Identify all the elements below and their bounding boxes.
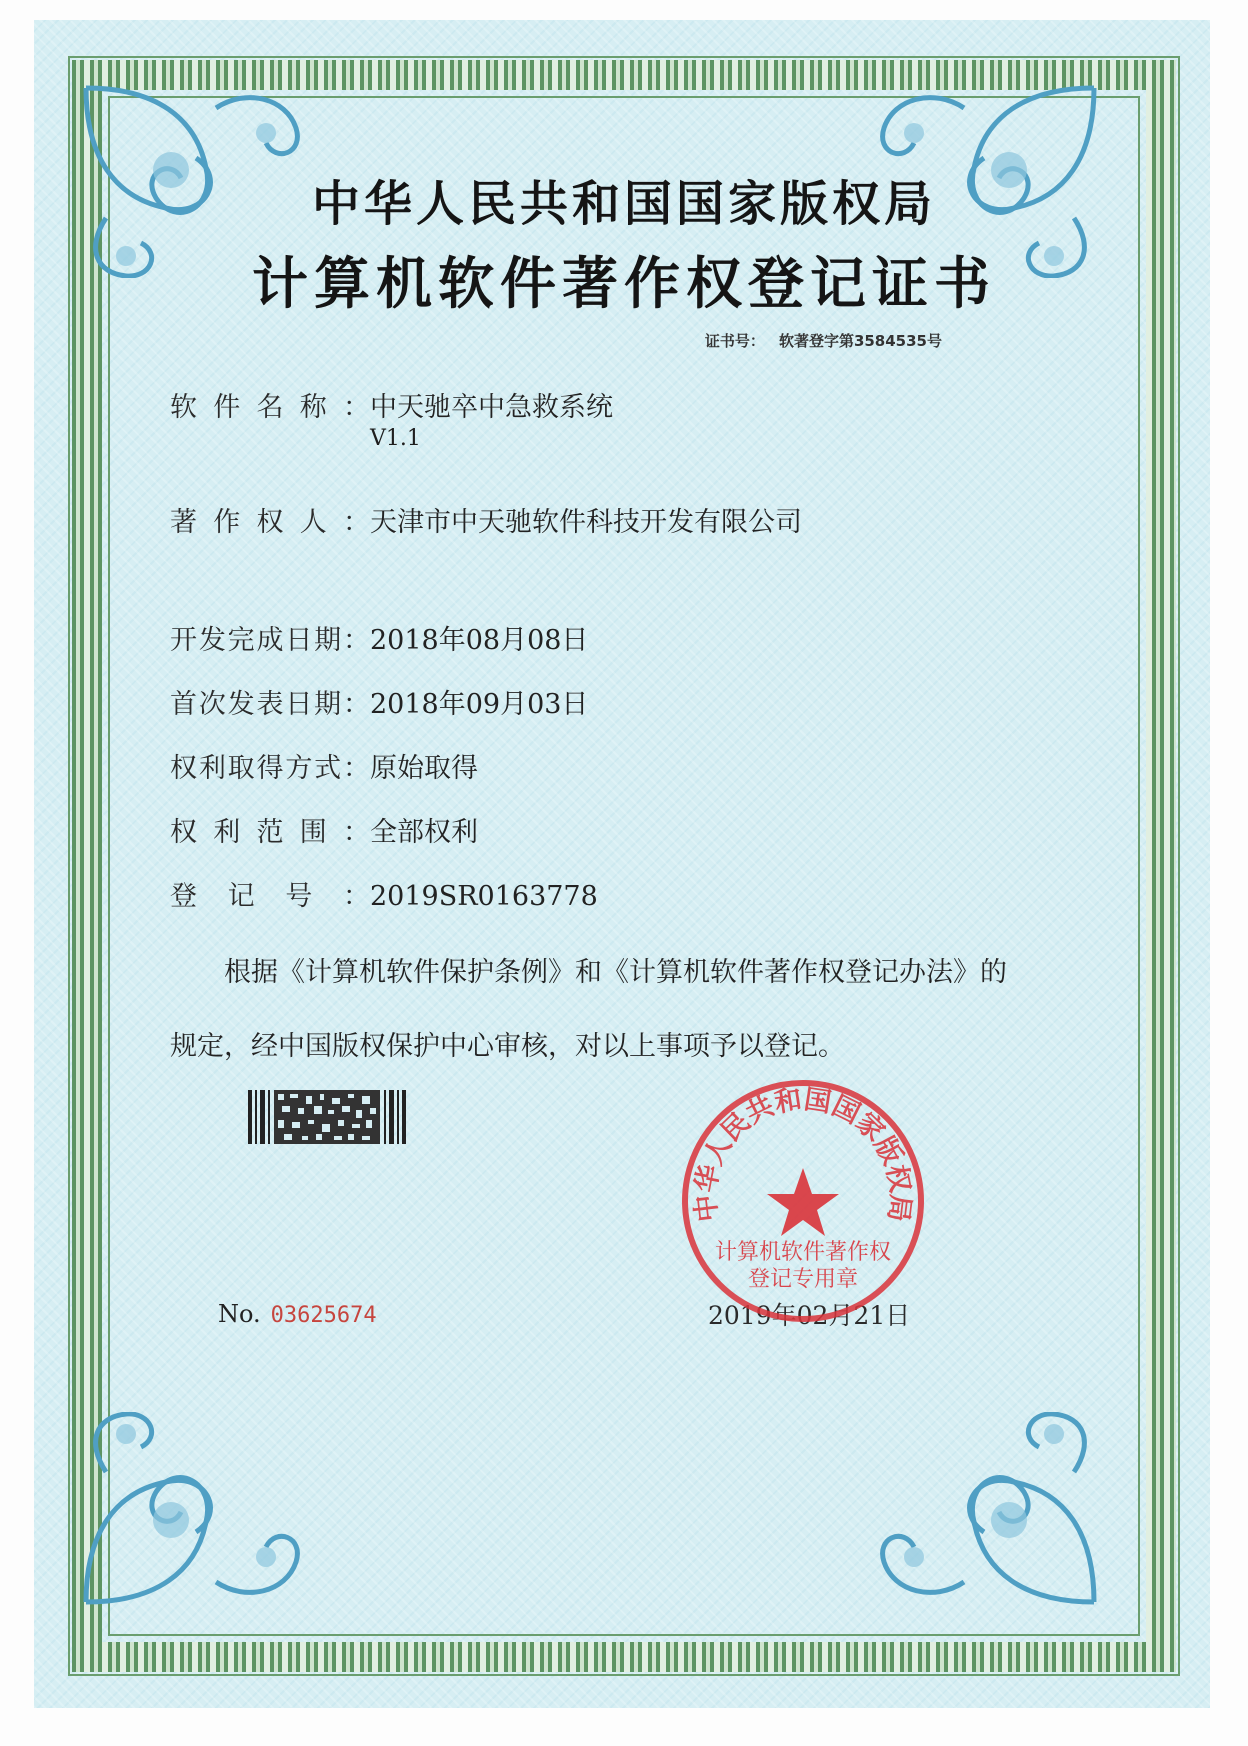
completion-date-value: 2018年08月08日 xyxy=(370,625,589,656)
certificate-number xyxy=(705,330,942,351)
issuing-agency: 中华人民共和国国家版权局 xyxy=(311,176,936,232)
statement-line-1: 根据《计算机软件保护条例》和《计算机软件著作权登记办法》的 xyxy=(224,957,1007,988)
field-scope xyxy=(170,810,478,849)
corner-ornament-bottom-right xyxy=(874,1412,1104,1612)
field-software-name xyxy=(170,385,613,451)
statement-line-2: 规定，经中国版权保护中心审核，对以上事项予以登记。 xyxy=(170,1031,845,1062)
corner-ornament-bottom-left xyxy=(76,1412,306,1612)
field-owner xyxy=(170,500,802,539)
seal-center-line-2: 登记专用章 xyxy=(747,1267,859,1292)
field-registration-number xyxy=(170,874,598,913)
software-name-label: 软件名称： xyxy=(170,392,370,423)
certificate-number-value: 软著登字第3584535号 xyxy=(778,332,942,350)
barcode-image xyxy=(248,1090,410,1144)
field-publish-date xyxy=(170,682,588,721)
publish-date-label: 首次发表日期： xyxy=(170,689,370,720)
publish-date-value: 2018年09月03日 xyxy=(370,689,589,720)
issue-date: 2019年02月21日 xyxy=(708,1301,911,1330)
scope-label: 权利范围： xyxy=(170,817,370,848)
acquisition-label: 权利取得方式： xyxy=(170,753,370,784)
field-completion-date xyxy=(170,618,588,657)
seal-center-line-1: 计算机软件著作权 xyxy=(714,1240,892,1265)
owner-value: 天津市中天驰软件科技开发有限公司 xyxy=(370,507,802,538)
serial-number-value: 03625674 xyxy=(270,1303,377,1328)
official-seal-stamp xyxy=(678,1076,928,1326)
owner-label: 著作权人： xyxy=(170,507,370,538)
serial-number xyxy=(218,1300,377,1328)
scope-value: 全部权利 xyxy=(370,817,478,848)
statement xyxy=(170,936,1020,1084)
field-acquisition xyxy=(170,746,478,785)
certificate-title: 计算机软件著作权登记证书 xyxy=(252,252,996,317)
registration-number-label: 登记号： xyxy=(170,881,370,912)
completion-date-label: 开发完成日期： xyxy=(170,625,370,656)
serial-number-label: No. xyxy=(218,1300,261,1328)
registration-number-value: 2019SR0163778 xyxy=(370,881,598,912)
software-version: V1.1 xyxy=(370,426,421,451)
inner-border-line xyxy=(108,96,1140,1636)
seal-ring-text: 中华人民共和国国家版权局 xyxy=(690,1084,916,1224)
acquisition-value: 原始取得 xyxy=(370,753,478,784)
certificate-number-label: 证书号： xyxy=(704,332,765,350)
software-name-value: 中天驰卒中急救系统 xyxy=(370,392,613,423)
